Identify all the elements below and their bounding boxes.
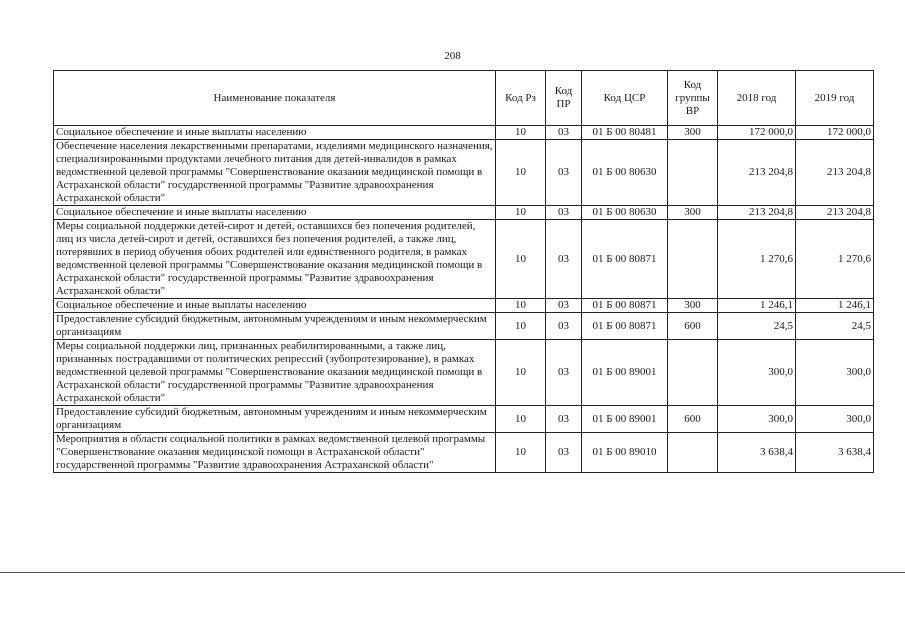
table-row bbox=[54, 126, 874, 140]
table-row bbox=[54, 340, 874, 406]
row-name: Мероприятия в области социальной политики в рамках ведомственной целевой программы "Совершенствование оказания медицинской помощи в Астраханской области" государственной программы "Развитие здравоохранения Астраханской области" bbox=[54, 433, 496, 473]
row-rz: 10 bbox=[496, 406, 546, 433]
row-2019: 1 246,1 bbox=[796, 299, 874, 313]
page-divider-line bbox=[0, 572, 905, 573]
row-rz: 10 bbox=[496, 126, 546, 140]
row-2018: 213 204,8 bbox=[718, 140, 796, 206]
col-header-vr: Код группы ВР bbox=[668, 71, 718, 126]
row-csr: 01 Б 00 80871 bbox=[582, 313, 668, 340]
row-2018: 24,5 bbox=[718, 313, 796, 340]
row-2018: 3 638,4 bbox=[718, 433, 796, 473]
row-pr: 03 bbox=[546, 206, 582, 220]
row-pr: 03 bbox=[546, 126, 582, 140]
row-2018: 1 270,6 bbox=[718, 220, 796, 299]
col-header-csr: Код ЦСР bbox=[582, 71, 668, 126]
row-csr: 01 Б 00 80481 bbox=[582, 126, 668, 140]
row-2019: 24,5 bbox=[796, 313, 874, 340]
row-pr: 03 bbox=[546, 433, 582, 473]
row-name: Меры социальной поддержки детей-сирот и детей, оставшихся без попечения родителей, лиц из числа детей-сирот и детей, оставшихся без попечения родителей, а также лиц, потерявших в период обучения обоих родителей или единственного родителя, в рамках ведомственной целевой программы "Совершенствование оказания медицинской помощи в Астраханской области" государственной программы "Развитие здравоохранения Астраханской области" bbox=[54, 220, 496, 299]
table-row bbox=[54, 206, 874, 220]
row-2018: 300,0 bbox=[718, 340, 796, 406]
row-pr: 03 bbox=[546, 313, 582, 340]
table-row bbox=[54, 313, 874, 340]
row-2019: 3 638,4 bbox=[796, 433, 874, 473]
row-pr: 03 bbox=[546, 299, 582, 313]
row-csr: 01 Б 00 80630 bbox=[582, 140, 668, 206]
row-2019: 300,0 bbox=[796, 340, 874, 406]
row-2018: 172 000,0 bbox=[718, 126, 796, 140]
row-csr: 01 Б 00 89001 bbox=[582, 406, 668, 433]
row-pr: 03 bbox=[546, 406, 582, 433]
row-vr: 300 bbox=[668, 299, 718, 313]
row-name: Социальное обеспечение и иные выплаты населению bbox=[54, 126, 496, 140]
row-vr: 600 bbox=[668, 313, 718, 340]
row-rz: 10 bbox=[496, 140, 546, 206]
row-name: Предоставление субсидий бюджетным, автономным учреждениям и иным некоммерческим организациям bbox=[54, 406, 496, 433]
row-name: Меры социальной поддержки лиц, признанных реабилитированными, а также лиц, признанных пострадавшими от политических репрессий (зубопротезирование), в рамках ведомственной целевой программы "Совершенствование оказания медицинской помощи в Астраханской области" государственной программы "Развитие здравоохранения Астраханской области" bbox=[54, 340, 496, 406]
row-2019: 213 204,8 bbox=[796, 140, 874, 206]
row-2019: 1 270,6 bbox=[796, 220, 874, 299]
page-number: 208 bbox=[444, 50, 461, 62]
row-vr: 300 bbox=[668, 206, 718, 220]
row-csr: 01 Б 00 89001 bbox=[582, 340, 668, 406]
row-2018: 300,0 bbox=[718, 406, 796, 433]
row-2019: 172 000,0 bbox=[796, 126, 874, 140]
row-vr bbox=[668, 140, 718, 206]
row-pr: 03 bbox=[546, 140, 582, 206]
table-row bbox=[54, 140, 874, 206]
budget-table bbox=[53, 70, 874, 473]
table-header-row bbox=[54, 71, 874, 126]
row-pr: 03 bbox=[546, 220, 582, 299]
row-rz: 10 bbox=[496, 299, 546, 313]
table-row bbox=[54, 220, 874, 299]
row-csr: 01 Б 00 80871 bbox=[582, 220, 668, 299]
row-vr: 300 bbox=[668, 126, 718, 140]
row-rz: 10 bbox=[496, 433, 546, 473]
row-vr bbox=[668, 220, 718, 299]
row-vr: 600 bbox=[668, 406, 718, 433]
col-header-pr: Код ПР bbox=[546, 71, 582, 126]
row-vr bbox=[668, 340, 718, 406]
row-name: Социальное обеспечение и иные выплаты населению bbox=[54, 299, 496, 313]
row-vr bbox=[668, 433, 718, 473]
row-2019: 300,0 bbox=[796, 406, 874, 433]
row-name: Предоставление субсидий бюджетным, автономным учреждениям и иным некоммерческим организациям bbox=[54, 313, 496, 340]
row-csr: 01 Б 00 80630 bbox=[582, 206, 668, 220]
row-2019: 213 204,8 bbox=[796, 206, 874, 220]
row-rz: 10 bbox=[496, 206, 546, 220]
col-header-2019: 2019 год bbox=[796, 71, 874, 126]
row-rz: 10 bbox=[496, 340, 546, 406]
row-csr: 01 Б 00 80871 bbox=[582, 299, 668, 313]
row-rz: 10 bbox=[496, 313, 546, 340]
row-name: Обеспечение населения лекарственными препаратами, изделиями медицинского назначения, специализированными продуктами лечебного питания для детей-инвалидов в рамках ведомственной целевой программы "Совершенствование оказания медицинской помощи в Астраханской области" государственной программы "Развитие здравоохранения Астраханской области" bbox=[54, 140, 496, 206]
col-header-name: Наименование показателя bbox=[54, 71, 496, 126]
row-pr: 03 bbox=[546, 340, 582, 406]
col-header-rz: Код Рз bbox=[496, 71, 546, 126]
row-2018: 1 246,1 bbox=[718, 299, 796, 313]
col-header-2018: 2018 год bbox=[718, 71, 796, 126]
table-row bbox=[54, 433, 874, 473]
row-2018: 213 204,8 bbox=[718, 206, 796, 220]
row-csr: 01 Б 00 89010 bbox=[582, 433, 668, 473]
row-rz: 10 bbox=[496, 220, 546, 299]
row-name: Социальное обеспечение и иные выплаты населению bbox=[54, 206, 496, 220]
table-row bbox=[54, 299, 874, 313]
table-row bbox=[54, 406, 874, 433]
